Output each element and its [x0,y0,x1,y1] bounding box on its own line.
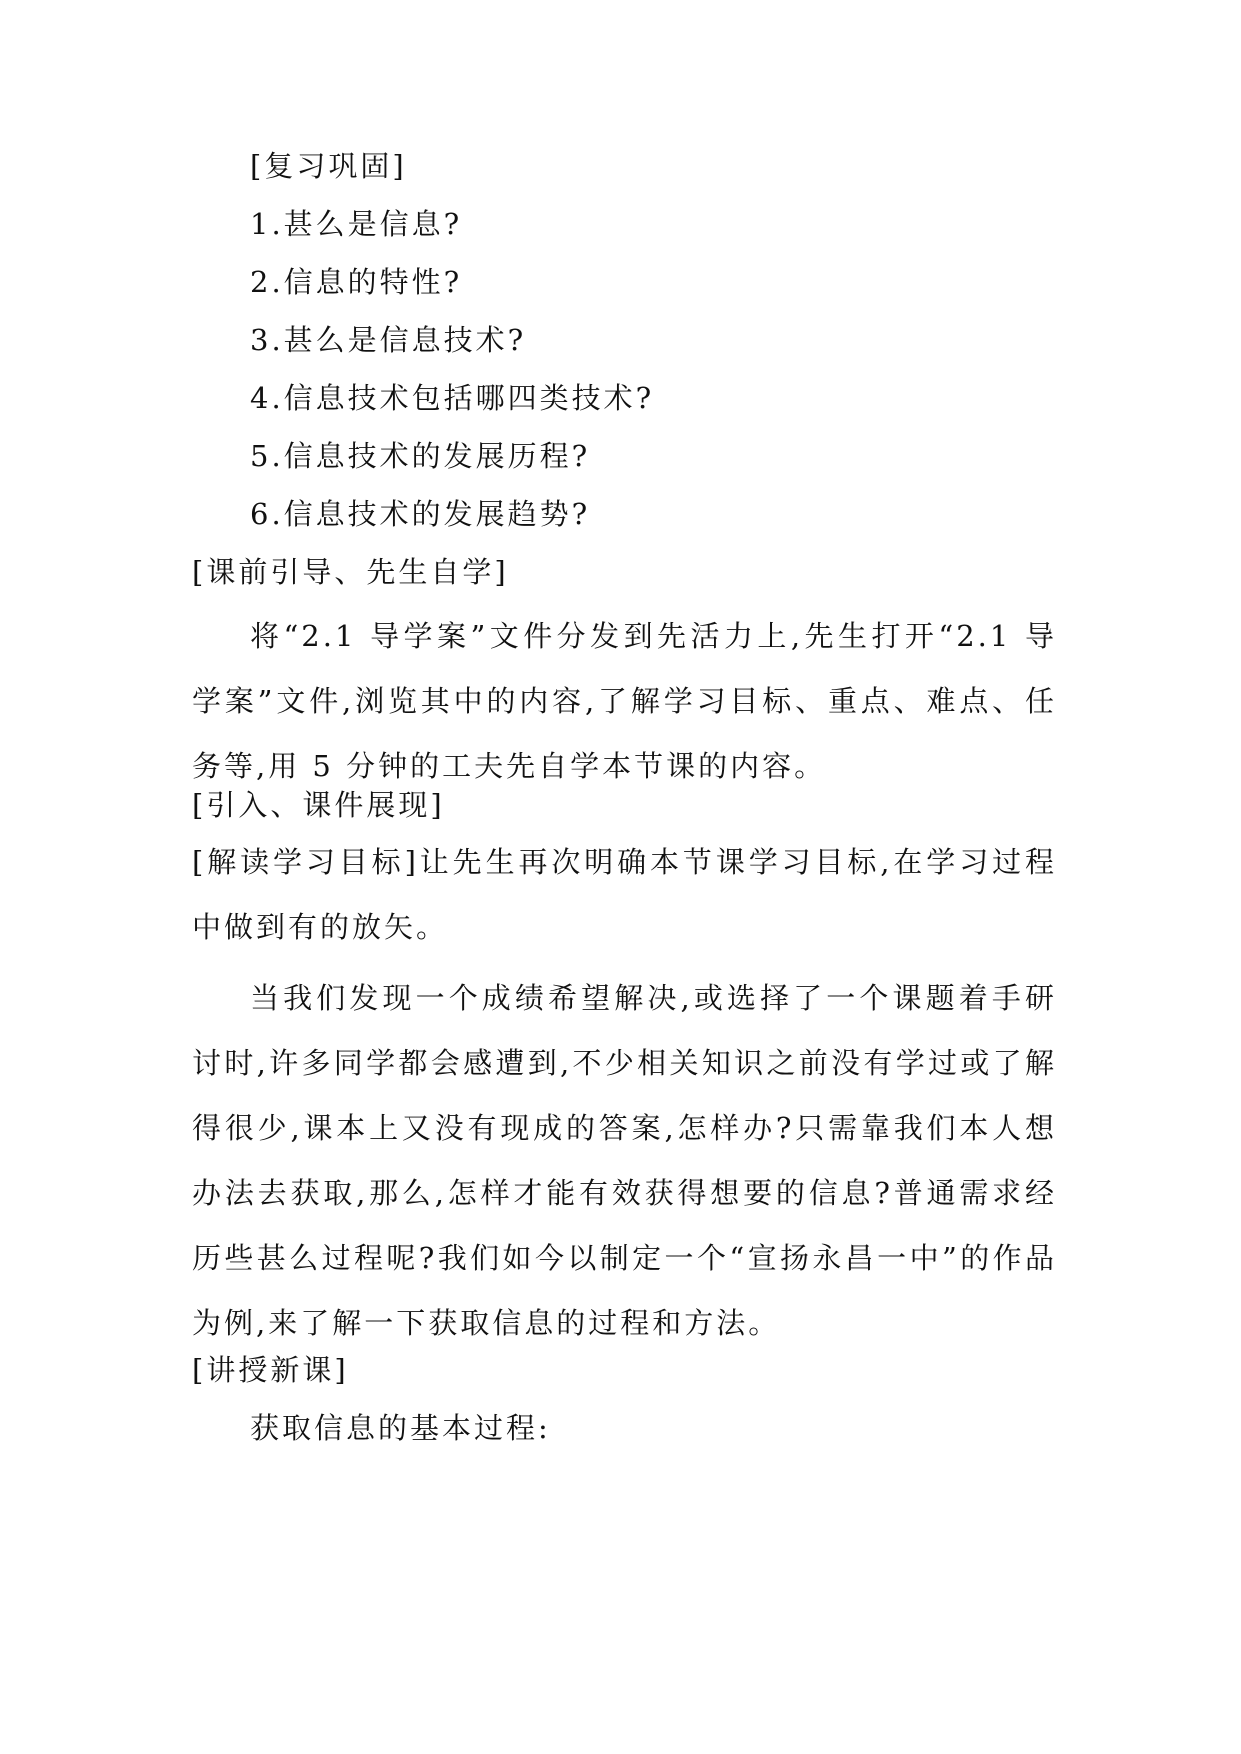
review-question-1: 1.甚么是信息? [250,207,463,241]
review-question-2: 2.信息的特性? [250,265,463,299]
preclass-heading: [课前引导、先生自学] [192,555,509,589]
review-question-6: 6.信息技术的发展趋势? [250,497,591,531]
review-question-4: 4.信息技术包括哪四类技术? [250,381,655,415]
newlesson-heading: [讲授新课] [192,1353,349,1387]
newlesson-text: 获取信息的基本过程: [250,1411,551,1445]
learning-objective-paragraph: [解读学习目标]让先生再次明确本节课学习目标,在学习过程中做到有的放矢。 [192,845,1057,944]
review-heading: [复习巩固] [250,149,407,183]
preclass-paragraph: 将“2.1 导学案”文件分发到先活力上,先生打开“2.1 导学案”文件,浏览其中的内容,了解学习目标、重点、难点、任务等,用 5 分钟的工夫先自学本节课的内容。 [192,619,1057,783]
intro-paragraph: 当我们发现一个成绩希望解决,或选择了一个课题着手研讨时,许多同学都会感遭到,不少相关知识之前没有学过或了解得很少,课本上又没有现成的答案,怎样办?只需靠我们本人想办法去获取,那么,怎样才能有效获得想要的信息?普通需求经历些甚么过程呢?我们如今以制定一个“宣扬永昌一中”的作品为例,来了解一下获取信息的过程和方法。 [192,981,1057,1340]
review-question-5: 5.信息技术的发展历程? [250,439,591,473]
review-question-3: 3.甚么是信息技术? [250,323,527,357]
intro-heading: [引入、课件展现] [192,788,445,822]
